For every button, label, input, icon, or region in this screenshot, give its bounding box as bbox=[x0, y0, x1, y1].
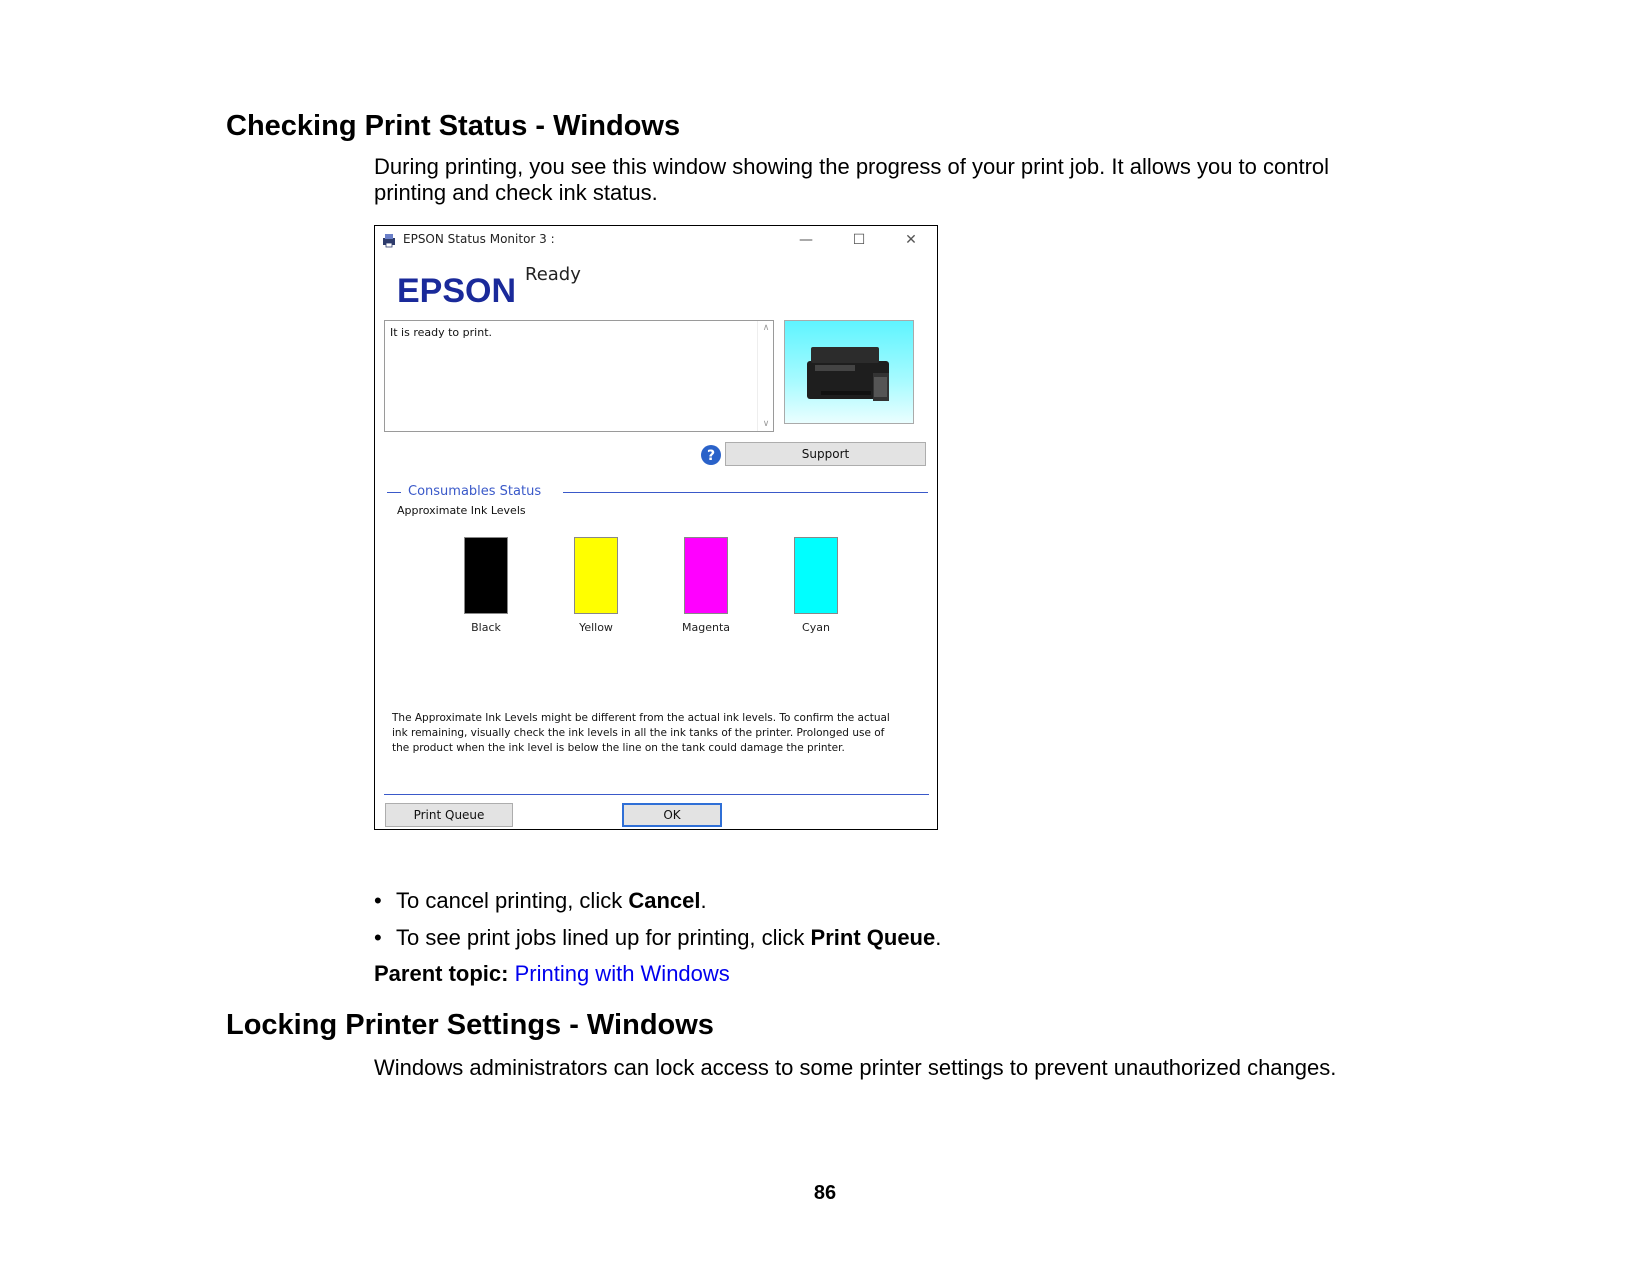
ink-tank-magenta bbox=[684, 537, 728, 614]
status-message-box[interactable] bbox=[384, 320, 774, 432]
parent-topic bbox=[374, 961, 730, 987]
ink-label-yellow: Yellow bbox=[579, 621, 613, 634]
group-divider-left bbox=[387, 492, 401, 493]
ink-tank-black bbox=[464, 537, 508, 614]
ink-tank-cyan bbox=[794, 537, 838, 614]
help-icon[interactable] bbox=[700, 444, 722, 466]
ink-label-cyan: Cyan bbox=[802, 621, 830, 634]
status-monitor-window bbox=[374, 225, 938, 830]
parent-topic-link[interactable]: Printing with Windows bbox=[514, 961, 730, 986]
bullet-suffix: . bbox=[935, 925, 942, 950]
printer-image bbox=[784, 320, 914, 424]
epson-logo: EPSON bbox=[397, 272, 517, 310]
window-title: EPSON Status Monitor 3 : bbox=[403, 232, 555, 246]
bullet-dot: • bbox=[374, 925, 382, 950]
group-divider-right bbox=[563, 492, 928, 493]
ink-disclaimer-line: the product when the ink level is below the line on the tank could damage the printer. bbox=[392, 742, 845, 754]
svg-text:?: ? bbox=[706, 448, 716, 464]
printer-app-icon bbox=[381, 232, 397, 248]
cancel-term: Cancel bbox=[628, 888, 701, 913]
section-heading-print-status: Checking Print Status - Windows bbox=[226, 110, 681, 142]
scroll-up-icon[interactable]: ∧ bbox=[762, 323, 770, 333]
parent-topic-label: Parent topic: bbox=[374, 961, 509, 986]
ok-button[interactable]: OK bbox=[622, 803, 722, 827]
title-bar bbox=[375, 226, 937, 254]
scroll-down-icon[interactable]: ∨ bbox=[762, 419, 770, 429]
consumables-status-title: Consumables Status bbox=[408, 484, 542, 499]
ink-disclaimer-line: ink remaining, visually check the ink levels in all the ink tanks of the printer. Prolonged use of bbox=[392, 727, 885, 739]
printer-status: Ready bbox=[525, 264, 581, 285]
print-queue-term: Print Queue bbox=[810, 925, 936, 950]
intro-line-1: During printing, you see this window showing the progress of your print job. It allows you to control bbox=[374, 154, 1330, 179]
ink-tank-yellow bbox=[574, 537, 618, 614]
support-button[interactable]: Support bbox=[725, 442, 926, 466]
bullet-text: To see print jobs lined up for printing, click bbox=[396, 925, 811, 950]
close-icon[interactable]: ✕ bbox=[905, 232, 917, 248]
page-number: 86 bbox=[813, 1182, 837, 1204]
footer-divider bbox=[384, 794, 929, 795]
bullet-text: To cancel printing, click bbox=[396, 888, 629, 913]
ink-levels-caption: Approximate Ink Levels bbox=[397, 504, 526, 517]
ink-label-black: Black bbox=[471, 621, 501, 634]
ink-label-magenta: Magenta bbox=[681, 621, 730, 634]
print-queue-button[interactable]: Print Queue bbox=[385, 803, 513, 827]
maximize-icon[interactable]: ☐ bbox=[852, 232, 866, 248]
bullet-dot: • bbox=[374, 888, 382, 913]
locking-intro: Windows administrators can lock access to some printer settings to prevent unauthorized changes. bbox=[374, 1055, 1337, 1080]
intro-line-2: printing and check ink status. bbox=[374, 180, 658, 205]
minimize-icon[interactable]: — bbox=[799, 232, 813, 248]
bullet-suffix: . bbox=[700, 888, 707, 913]
message-scrollbar[interactable] bbox=[757, 321, 773, 431]
section-heading-locking: Locking Printer Settings - Windows bbox=[226, 1009, 714, 1041]
ink-disclaimer bbox=[392, 711, 912, 756]
ink-disclaimer-line: The Approximate Ink Levels might be different from the actual ink levels. To confirm the actual bbox=[392, 712, 890, 724]
status-message: It is ready to print. bbox=[390, 326, 492, 339]
